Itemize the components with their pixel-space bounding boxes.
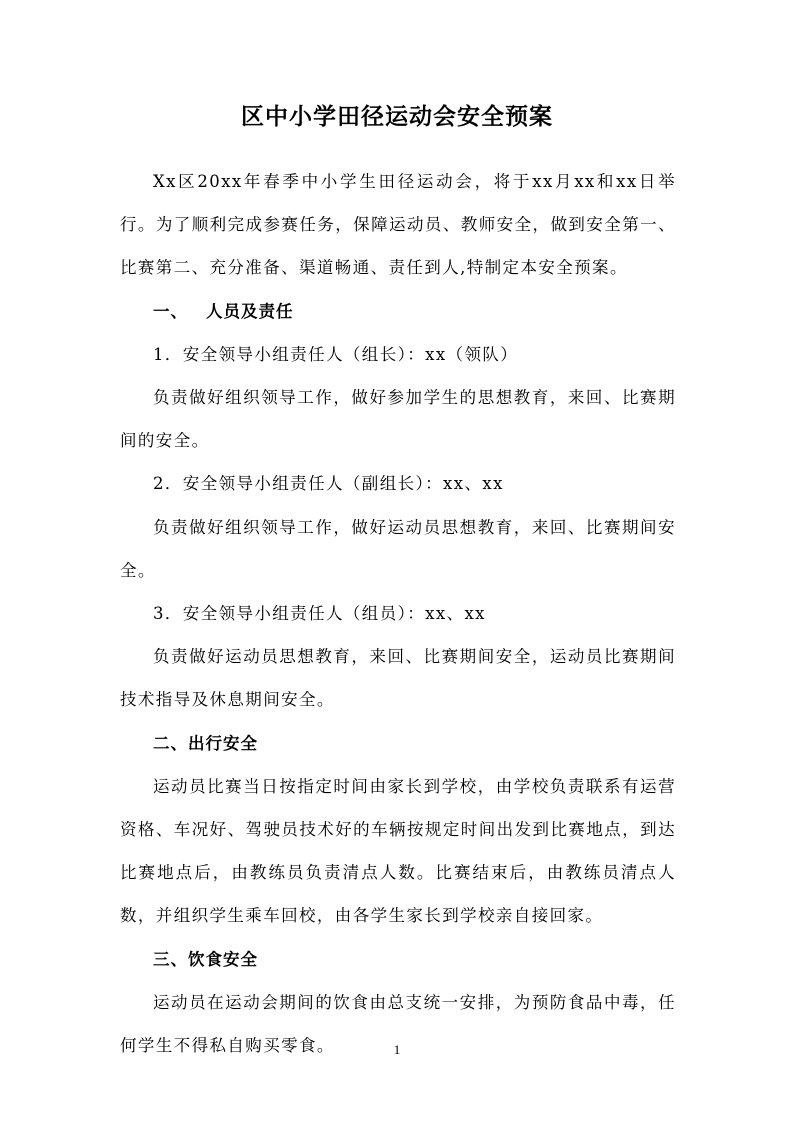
page-number: 1 xyxy=(393,1042,401,1057)
item-deputy-leader: 2．安全领导小组责任人（副组长）：xx、xx xyxy=(153,474,504,494)
item-deputy-leader-duty: 负责做好组织领导工作，做好运动员思想教育，来回、比赛期间安全。 xyxy=(120,517,676,580)
document-title: 区中小学田径运动会安全预案 xyxy=(241,104,553,130)
section-title: 人员及责任 xyxy=(206,301,294,321)
section-heading-travel: 二、出行安全 xyxy=(153,733,258,753)
item-leader: 1．安全领导小组责任人（组长）：xx（领队） xyxy=(153,344,519,364)
item-leader-duty: 负责做好组织领导工作，做好参加学生的思想教育，来回、比赛期间的安全。 xyxy=(120,388,676,451)
section-heading-food: 三、饮食安全 xyxy=(153,949,258,969)
item-member: 3．安全领导小组责任人（组员）：xx、xx xyxy=(153,604,486,624)
section-heading-personnel xyxy=(120,290,676,333)
travel-paragraph: 运动员比赛当日按指定时间由家长到学校，由学校负责联系有运营资格、车况好、驾驶员技术好的车辆按规定时间出发到比赛地点，到达比赛地点后，由教练员负责清点人数。比赛结束后，由教练员清点人数，并组织学生乘车回校，由各学生家长到学校亲自接回家。 xyxy=(120,776,676,926)
document-body xyxy=(120,160,676,1067)
food-paragraph: 运动员在运动会期间的饮食由总支统一安排，为预防食品中毒，任何学生不得私自购买零食。 xyxy=(120,992,676,1056)
intro-paragraph: Xx区20xx年春季中小学生田径运动会，将于xx月xx和xx日举行。为了顺利完成参赛任务，保障运动员、教师安全，做到安全第一、比赛第二、充分准备、渠道畅通、责任到人,特制定本安全预案。 xyxy=(120,172,676,278)
section-number: 一、 xyxy=(153,301,188,321)
item-member-duty: 负责做好运动员思想教育，来回、比赛期间安全，运动员比赛期间技术指导及休息期间安全。 xyxy=(120,647,676,710)
